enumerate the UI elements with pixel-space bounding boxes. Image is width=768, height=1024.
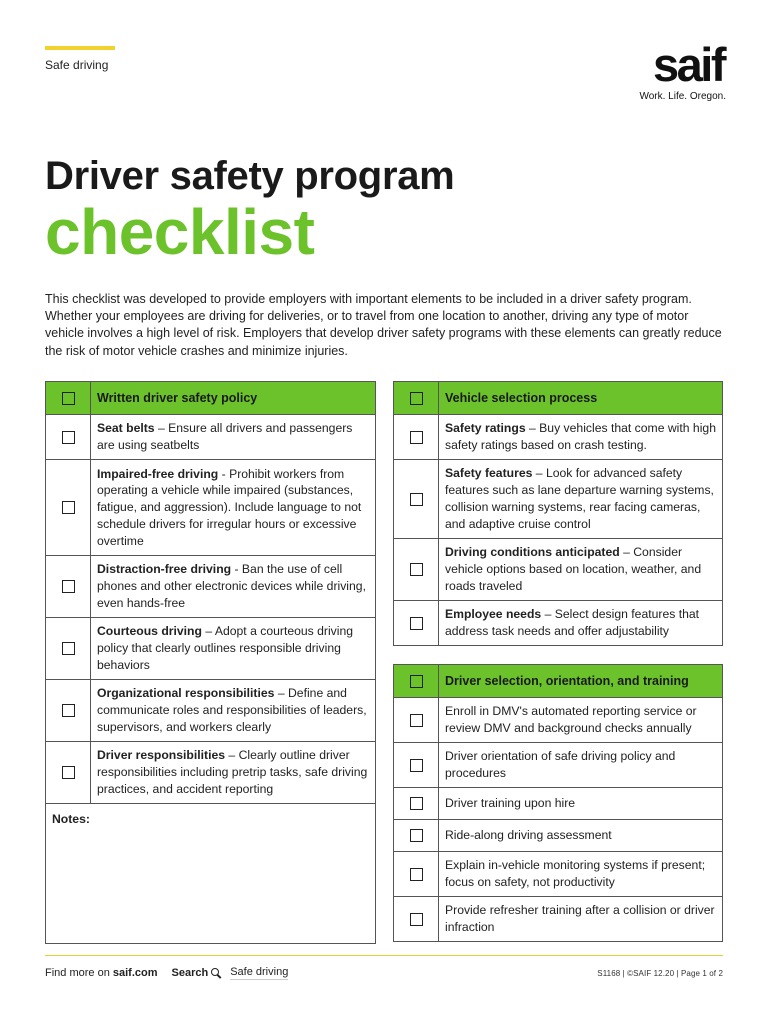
driver-training-table	[393, 664, 723, 942]
checkbox[interactable]	[62, 580, 75, 593]
checklist-row	[46, 556, 376, 618]
table-heading: Driver selection, orientation, and training	[439, 665, 723, 698]
checklist-item-text	[91, 680, 376, 742]
checklist-row	[394, 852, 723, 897]
site-link[interactable]: saif.com	[112, 967, 158, 979]
item-description: - Ban the use of cell phones and other electronic devices while driving, even hands-free	[97, 562, 366, 610]
item-lead: Driver responsibilities	[97, 748, 226, 763]
item-description: – Buy vehicles that come with high safety ratings based on crash testing.	[445, 421, 716, 452]
checklist-item-text	[91, 460, 376, 556]
checklist-item-text	[91, 556, 376, 618]
checklist-item-text	[91, 415, 376, 460]
page-title-highlight: checklist	[45, 196, 315, 268]
checkbox[interactable]	[410, 392, 423, 405]
checklist-item-text	[91, 742, 376, 804]
category-label: Safe driving	[45, 58, 109, 72]
checklist-row	[46, 415, 376, 460]
item-description: – Define and communicate roles and responsibilities of leaders, supervisors, and workers clearly	[97, 686, 367, 734]
table-header	[394, 382, 723, 415]
checkbox[interactable]	[62, 766, 75, 779]
item-lead: Seat belts	[97, 421, 155, 436]
item-description: – Adopt a courteous driving policy that clearly outlines responsible driving behaviors	[97, 624, 354, 672]
intro-paragraph: This checklist was developed to provide employers with important elements to be included in a driver safety program. Whether your employees are driving for deliveries, or to travel from one location to another, driving any type of motor vehicle involves a high level of risk. Employers that develop driver safety programs with these elements can greatly reduce the risk of motor vehicle crashes and minimize injuries.	[45, 292, 722, 358]
table-heading: Vehicle selection process	[439, 382, 723, 415]
checklist-item-text: Enroll in DMV's automated reporting service or review DMV and background checks annually	[439, 698, 723, 743]
item-description: – Clearly outline driver responsibilities including pretrip tasks, safe driving practices, and accident reporting	[97, 748, 368, 796]
checklist-row	[394, 415, 723, 460]
checkbox[interactable]	[410, 714, 423, 727]
item-lead: Employee needs	[445, 607, 542, 622]
checkbox[interactable]	[410, 868, 423, 881]
item-description: – Select design features that address task needs and offer adjustability	[445, 607, 700, 638]
item-lead: Courteous driving	[97, 624, 202, 639]
saif-logo	[614, 40, 726, 102]
checklist-row	[46, 680, 376, 742]
find-more-link[interactable]	[45, 967, 158, 979]
checkbox[interactable]	[62, 642, 75, 655]
find-prefix: Find more on	[45, 967, 113, 979]
footer	[45, 966, 288, 980]
table-header	[394, 665, 723, 698]
item-lead: Impaired-free driving	[97, 466, 219, 481]
checklist-row	[394, 788, 723, 820]
checklist-row	[46, 460, 376, 556]
item-description: – Consider vehicle options based on location, weather, and roads traveled	[445, 545, 702, 593]
checklist-item-text: Provide refresher training after a collision or driver infraction	[439, 897, 723, 942]
notes-field[interactable]	[46, 804, 376, 944]
checklist-item-text	[439, 460, 723, 539]
checkbox[interactable]	[410, 563, 423, 576]
checkbox[interactable]	[410, 675, 423, 688]
vehicle-selection-table	[393, 381, 723, 646]
search-text: Search	[171, 967, 209, 979]
checkbox[interactable]	[410, 759, 423, 772]
search-label	[172, 967, 222, 979]
checklist-item-text	[439, 539, 723, 601]
search-icon	[211, 968, 221, 978]
checklist-item-text: Driver orientation of safe driving policy and procedures	[439, 743, 723, 788]
checklist-item-text: Driver training upon hire	[439, 788, 723, 820]
checkbox[interactable]	[62, 704, 75, 717]
checkbox[interactable]	[62, 501, 75, 514]
item-lead: Distraction-free driving	[97, 562, 232, 577]
checkbox[interactable]	[410, 829, 423, 842]
checkbox[interactable]	[62, 431, 75, 444]
item-lead: Organizational responsibilities	[97, 686, 275, 701]
checkbox[interactable]	[410, 431, 423, 444]
item-lead: Driving conditions anticipated	[445, 545, 620, 560]
page-info: S1168 | ©SAIF 12.20 | Page 1 of 2	[597, 969, 723, 978]
item-description: – Ensure all drivers and passengers are using seatbelts	[97, 421, 353, 452]
search-term[interactable]: Safe driving	[230, 966, 289, 978]
checklist-row	[394, 698, 723, 743]
header-accent-bar	[45, 46, 115, 50]
logo-wordmark: saif	[653, 38, 724, 91]
checklist-row	[394, 601, 723, 646]
item-description: – Look for advanced safety features such as lane departure warning systems, collision warning systems, rear facing cameras, and adaptive cruise control	[445, 466, 714, 531]
checklist-item-text: Ride-along driving assessment	[439, 820, 723, 852]
checklist-item-text	[439, 601, 723, 646]
table-heading: Written driver safety policy	[91, 382, 376, 415]
checklist-item-text	[91, 618, 376, 680]
checklist-row	[394, 897, 723, 942]
checklist-item-text: Explain in-vehicle monitoring systems if present; focus on safety, not productivity	[439, 852, 723, 897]
checkbox[interactable]	[410, 913, 423, 926]
item-description: - Prohibit workers from operating a vehicle while impaired (substances, fatigue, and aggression). Include language to not schedule drivers for irregular hours or excessive overtime	[97, 466, 362, 548]
item-lead: Safety features	[445, 466, 533, 481]
checklist-row	[394, 743, 723, 788]
notes-label: Notes:	[52, 812, 90, 826]
table-header	[46, 382, 376, 415]
checklist-row	[394, 460, 723, 539]
written-policy-table	[45, 381, 376, 944]
footer-divider	[45, 955, 723, 956]
item-lead: Safety ratings	[445, 421, 526, 436]
checkbox[interactable]	[410, 797, 423, 810]
checkbox[interactable]	[410, 493, 423, 506]
checkbox[interactable]	[62, 392, 75, 405]
checklist-row	[46, 618, 376, 680]
checklist-row	[394, 820, 723, 852]
notes-row	[46, 804, 376, 944]
checklist-item-text	[439, 415, 723, 460]
checkbox[interactable]	[410, 617, 423, 630]
checklist-row	[394, 539, 723, 601]
checklist-row	[46, 742, 376, 804]
page-title: Driver safety program	[45, 154, 455, 198]
logo-tagline: Work. Life. Oregon.	[639, 91, 726, 102]
